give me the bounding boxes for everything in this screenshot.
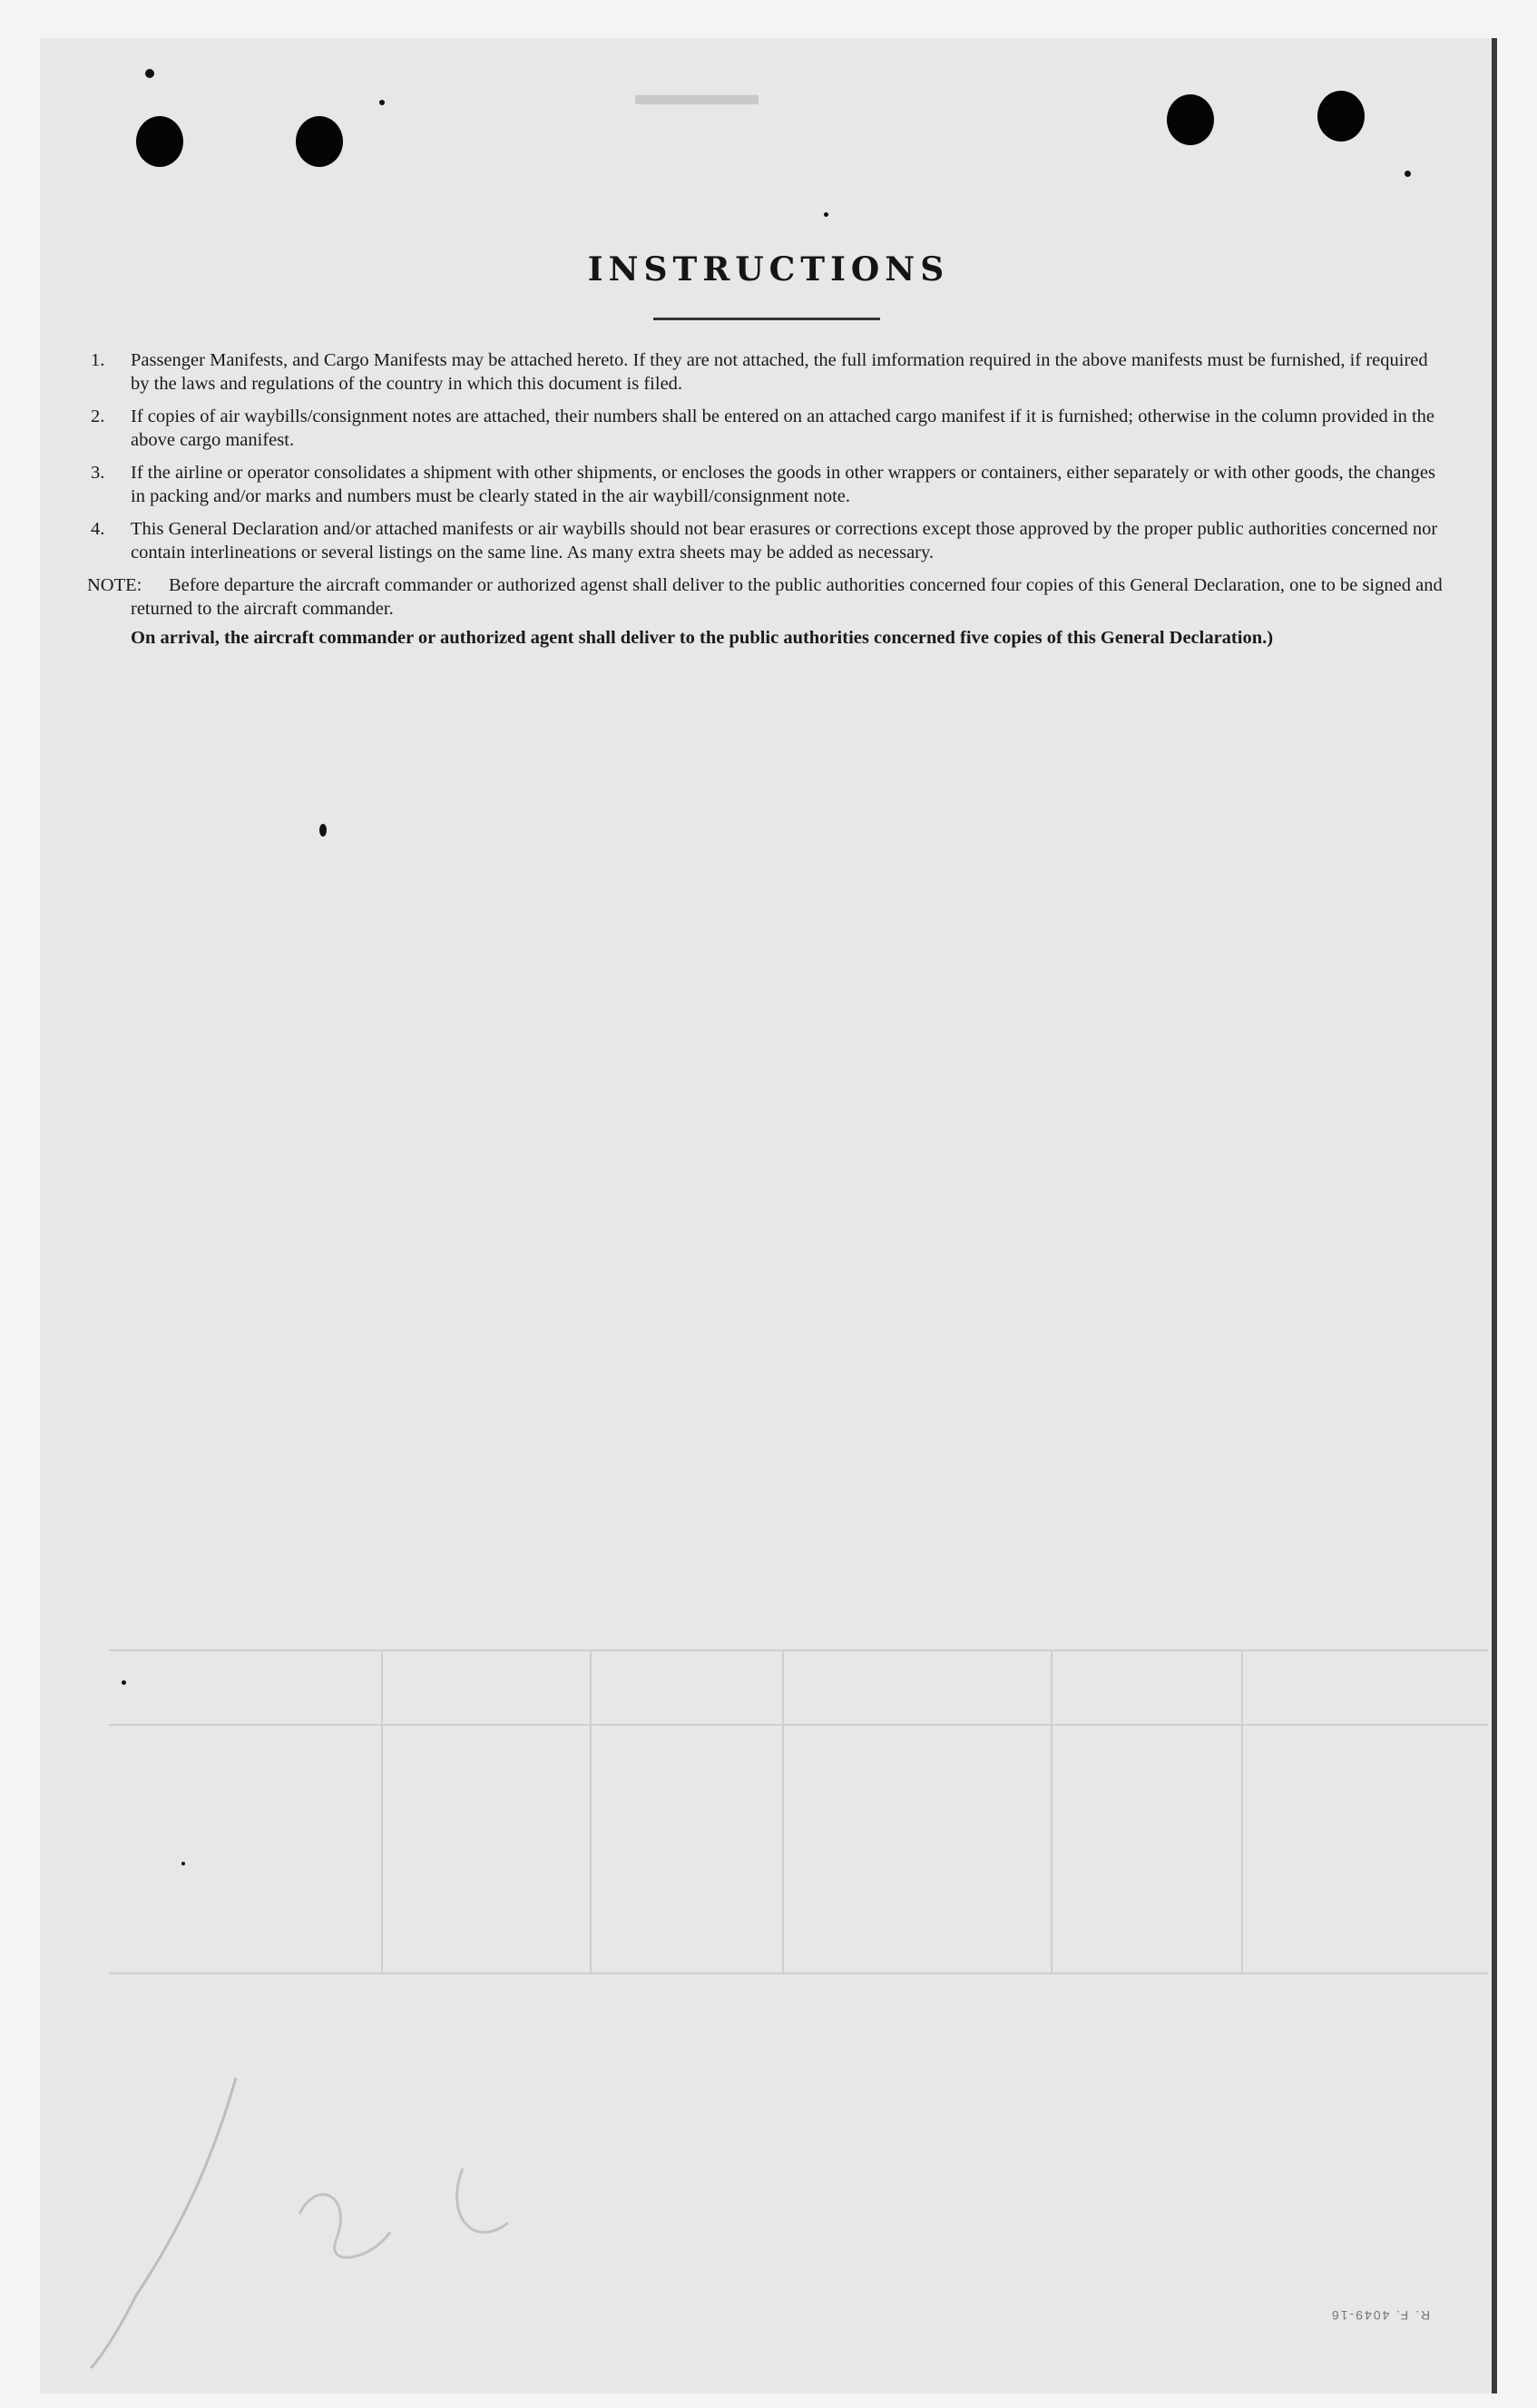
- bleed-through-rule: [1241, 1649, 1243, 1972]
- note-label: NOTE:: [87, 575, 142, 595]
- scan-speck: [379, 100, 385, 105]
- bleed-through-rule: [109, 1972, 1488, 1974]
- item-text: If the airline or operator consolidates a shipment with other shipments, or encloses the goods in other wrappers or containers, either separately or with other goods, the changes in packing and/or marks and numbers must be clearly stated in the air waybill/consignment note.: [131, 463, 1436, 506]
- item-text: This General Declaration and/or attached manifests or air waybills should not bear erasures or corrections except those approved by the proper public authorities concerned nor contain interlineations or several listings on the same line. As many extra sheets may be added as necessary.: [131, 519, 1438, 563]
- note-section: [87, 573, 1448, 650]
- punch-hole-right-2: [1317, 91, 1365, 142]
- item-number: 4.: [91, 519, 105, 539]
- scan-speck: [122, 1680, 126, 1685]
- item-text: If copies of air waybills/consignment notes are attached, their numbers shall be entered on an attached cargo manifest if it is furnished; otherwise in the column provided in the above cargo manifest.: [131, 406, 1435, 450]
- note-departure-text: Before departure the aircraft commander or authorized agenst shall deliver to the public authorities concerned four copies of this General Declaration, one to be signed and returned to the aircraft commander.: [131, 575, 1443, 619]
- note-departure: [131, 573, 1448, 621]
- punch-hole-right-1: [1167, 94, 1214, 145]
- bleed-through-text: ▬▬▬▬: [635, 78, 759, 112]
- item-number: 2.: [91, 406, 105, 426]
- instruction-item-4: [91, 517, 1448, 564]
- scan-speck: [181, 1862, 185, 1865]
- bleed-through-rule: [109, 1649, 1488, 1651]
- bleed-through-rule: [590, 1649, 592, 1972]
- scan-speck: [824, 212, 828, 217]
- bleed-through-signature: [82, 2069, 590, 2377]
- instructions-title: INSTRUCTIONS: [587, 250, 950, 289]
- item-number: 1.: [91, 350, 105, 370]
- item-number: 3.: [91, 463, 105, 483]
- scan-speck: [319, 824, 327, 837]
- punch-hole-left-1: [136, 116, 183, 167]
- instruction-item-3: [91, 461, 1448, 508]
- instruction-item-2: [91, 405, 1448, 452]
- scan-speck: [145, 69, 154, 78]
- bleed-through-rule: [782, 1649, 784, 1972]
- scan-speck: [1405, 171, 1411, 177]
- bleed-through-rule: [381, 1649, 383, 1972]
- instructions-body: [87, 348, 1448, 655]
- item-text: Passenger Manifests, and Cargo Manifests may be attached hereto. If they are not attached, the full imformation required in the above manifests must be furnished, if required by the laws and regulations of the country in which this document is filed.: [131, 350, 1428, 394]
- form-stamp-code: R. F. 4049-16: [1329, 2308, 1430, 2323]
- punch-hole-left-2: [296, 116, 343, 167]
- title-underline: [653, 318, 880, 320]
- bleed-through-rule: [109, 1724, 1488, 1726]
- bleed-through-rule: [1051, 1649, 1052, 1972]
- instruction-item-1: [91, 348, 1448, 396]
- note-arrival: On arrival, the aircraft commander or authorized agent shall deliver to the public authorities concerned five copies of this General Declaration.): [131, 628, 1274, 648]
